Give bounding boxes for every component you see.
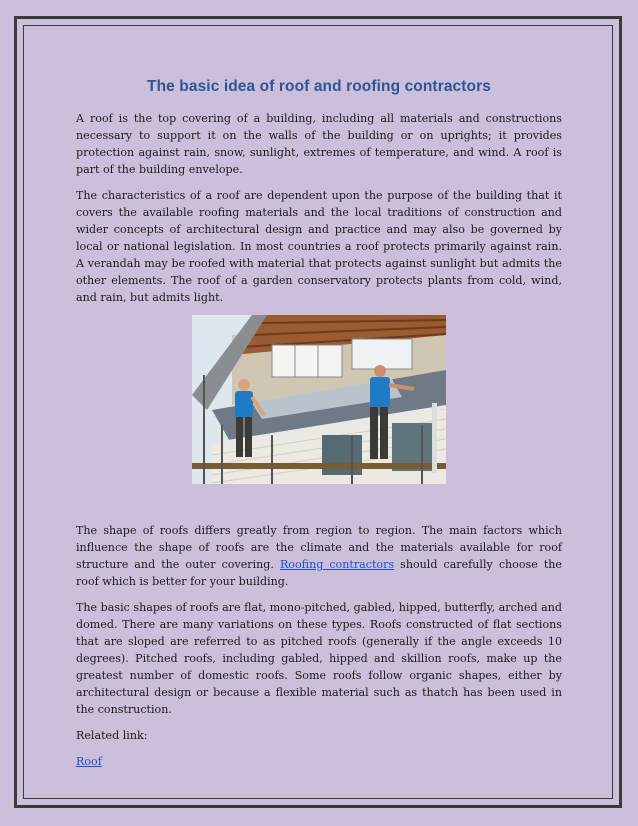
- document-body: [76, 78, 562, 779]
- page-title: The basic idea of roof and roofing contractors: [147, 78, 491, 95]
- roof-link[interactable]: Roof: [76, 755, 102, 768]
- paragraph-3: [76, 522, 562, 590]
- roofing-contractors-link[interactable]: Roofing contractors: [279, 558, 395, 571]
- paragraph-4: The basic shapes of roofs are flat, mono-pitched, gabled, hipped, butterfly, arched and domed. There are many variations on these types. Roofs constructed of flat sections that are sloped are referred to as pitched roofs (generally if the angle exceeds 10 degrees). Pitched roofs, including gabled, hipped and skillion roofs, make up the greatest number of domestic roofs. Some roofs follow organic shapes, either by architectural design or because a flexible material such as thatch has been used in the construction.: [76, 601, 562, 716]
- roofers-photo: [192, 315, 446, 484]
- paragraph-1: A roof is the top covering of a building, including all materials and constructions necessary to support it on the walls of the building or on uprights; it provides protection against rain, snow, sunlight, extremes of temperature, and wind. A roof is part of the building envelope.: [76, 112, 562, 176]
- paragraph-2: The characteristics of a roof are dependent upon the purpose of the building that it covers the available roofing materials and the local traditions of construction and wider concepts of architectural design and practice and may also be governed by local or national legislation. In most countries a roof protects primarily against rain. A verandah may be roofed with material that protects against sunlight but admits the other elements. The roof of a garden conservatory protects plants from cold, wind, and rain, but admits light.: [76, 189, 562, 304]
- paragraph-3-text-b: should carefully choose the roof which is better for your building.: [76, 558, 562, 588]
- related-link-paragraph: [76, 753, 562, 770]
- related-link-label: Related link:: [76, 729, 148, 742]
- paragraph-3-text-a: The shape of roofs differs greatly from region to region. The main factors which influence the shape of roofs are the climate and the materials available for roof structure and the outer covering.: [76, 524, 562, 571]
- photo-container: [76, 315, 562, 522]
